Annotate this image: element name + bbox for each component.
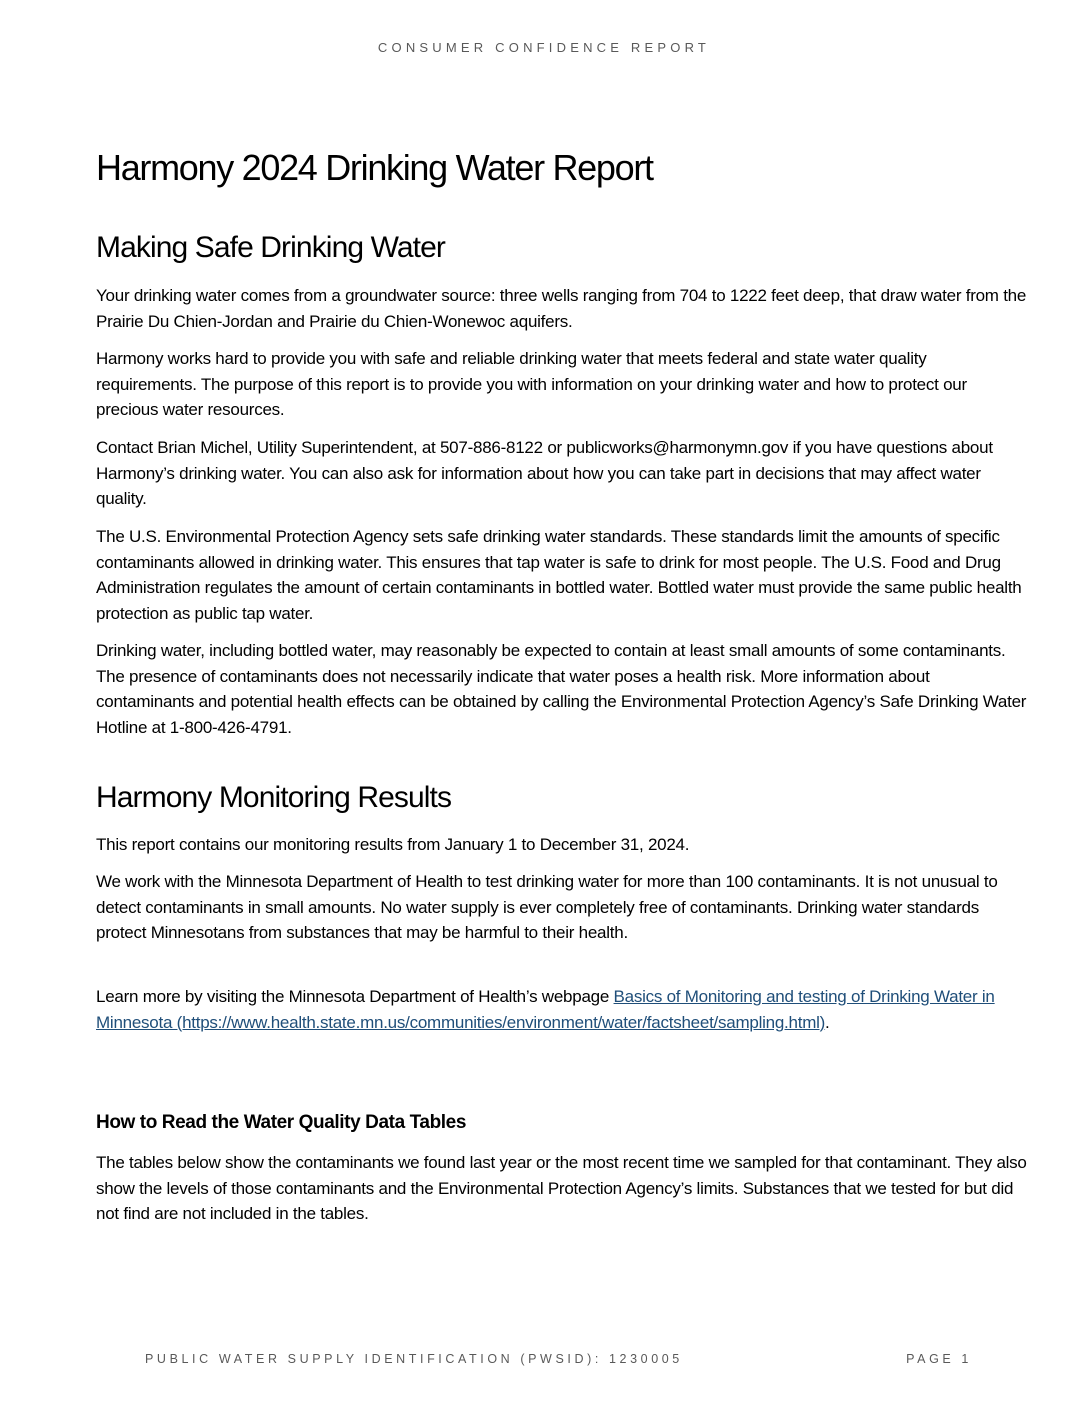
paragraph-epa-standards: The U.S. Environmental Protection Agency sets safe drinking water standards. These standards limit the amounts of specific contaminants allowed in drinking water. This ensures that tap water is safe to drink for most people. The U.S. Food and Drug Administration regulates the amount of certain contaminants in bottled water. Bottled water must provide the same public health protection as public tap water. (96, 527, 1022, 624)
paragraph-mdh-testing: We work with the Minnesota Department of Health to test drinking water for more than 100 contaminants. It is not unusual to detect contaminants in small amounts. No water supply is ever completely free of contaminants. Drinking water standards protect Minnesotans from substances that may be harmful to their health. (96, 872, 998, 943)
paragraph-learn-more (96, 984, 1031, 1035)
footer-pwsid: PUBLIC WATER SUPPLY IDENTIFICATION (PWSID): 1230005 (145, 1352, 683, 1366)
paragraph-tables-explained: The tables below show the contaminants we found last year or the most recent time we sampled for that contaminant. They also show the levels of those contaminants and the Environmental Protection Agency’s limits. Substances that we tested for but did not find are not included in the tables. (96, 1153, 1027, 1224)
mdh-monitoring-link[interactable]: Basics of Monitoring and testing of Drinking Water in Minnesota (https://www.health.state.mn.us/communities/environment/water/factsheet/sampling.html) (96, 987, 995, 1032)
paragraph (96, 832, 1031, 858)
paragraph (96, 638, 1031, 741)
paragraph-contact: Contact Brian Michel, Utility Superintendent, at 507-886-8122 or publicworks@harmonymn.gov if you have questions about Harmony’s drinking water. You can also ask for information about how you can take part in decisions that may affect water quality. (96, 438, 993, 509)
paragraph (96, 346, 1031, 423)
paragraph-contaminants-info: Drinking water, including bottled water, may reasonably be expected to contain at least small amounts of some contaminants. The presence of contaminants does not necessarily indicate that water poses a health risk. More information about contaminants and potential health effects can be obtained by calling the Environmental Protection Agency’s Safe Drinking Water Hotline at 1-800-426-4791. (96, 641, 1027, 738)
document-title: Harmony 2024 Drinking Water Report (96, 147, 653, 188)
section-how-to-read (96, 1110, 1031, 1136)
paragraph-monitoring-period: This report contains our monitoring results from January 1 to December 31, 2024. (96, 835, 690, 854)
paragraph (96, 524, 1031, 627)
subsection-heading: How to Read the Water Quality Data Tables (96, 1112, 467, 1133)
section-monitoring-results (96, 778, 1031, 818)
footer-page-number: PAGE 1 (906, 1352, 972, 1366)
paragraph (96, 984, 1031, 1035)
learn-more-prefix: Learn more by visiting the Minnesota Department of Health’s webpage (96, 987, 614, 1006)
paragraph (96, 435, 1031, 512)
paragraph (96, 869, 1031, 946)
section-heading: Harmony Monitoring Results (96, 781, 452, 814)
learn-more-suffix: . (825, 1012, 830, 1032)
paragraph (96, 1150, 1031, 1227)
running-header: CONSUMER CONFIDENCE REPORT (377, 40, 711, 55)
paragraph-water-source: Your drinking water comes from a groundwater source: three wells ranging from 704 to 1222 feet deep, that draw water from the Prairie Du Chien-Jordan and Prairie du Chien-Wonewoc aquifers. (96, 286, 1027, 331)
section-heading: Making Safe Drinking Water (96, 231, 445, 264)
paragraph-purpose: Harmony works hard to provide you with safe and reliable drinking water that meets federal and state water quality requirements. The purpose of this report is to provide you with information on your drinking water and how to protect our precious water resources. (96, 349, 967, 420)
paragraph (96, 283, 1031, 334)
section-making-safe-water (96, 228, 1031, 268)
